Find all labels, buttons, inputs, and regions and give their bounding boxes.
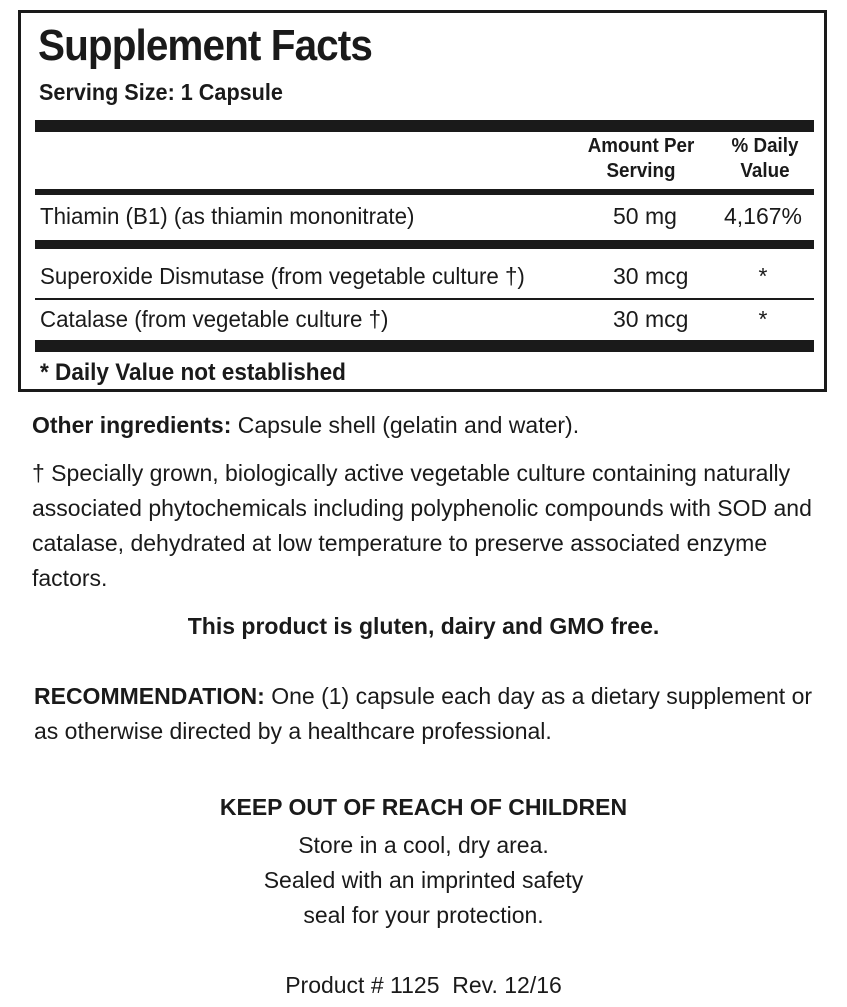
row-amount-thiamin: 50 mg [613,203,677,229]
recommendation-text: One (1) capsule each day as a dietary supplement or as otherwise directed by a healthcare professional. [34,683,813,744]
divider-thick [35,120,814,132]
row-dv-thiamin: 4,167% [723,203,802,229]
other-ingredients-text: Capsule shell (gelatin and water). [231,412,580,438]
warning-heading: KEEP OUT OF REACH OF CHILDREN [219,794,628,820]
column-header-amount-line2: Serving [606,160,676,182]
storage-line-1: Store in a cool, dry area. [298,832,549,858]
row-amount-sod: 30 mcg [613,263,689,289]
divider-bottom [35,340,814,352]
free-from-statement: This product is gluten, dairy and GMO free. [187,613,660,639]
storage-line-2: Sealed with an imprinted safety [263,867,584,893]
divider-thin [35,298,814,300]
column-header-dv-line2: Value [740,160,790,182]
other-ingredients [32,408,822,443]
storage-line-3: seal for your protection. [303,902,544,928]
recommendation-label: RECOMMENDATION: [34,683,265,709]
row-amount-catalase: 30 mcg [613,306,689,332]
divider-header [35,189,814,195]
column-header-dv-line1: % Daily [731,135,799,157]
serving-size: Serving Size: 1 Capsule [39,79,283,105]
column-header-amount [574,134,707,184]
row-name-thiamin: Thiamin (B1) (as thiamin mononitrate) [40,203,415,229]
row-dv-sod: * [758,263,768,289]
recommendation [34,679,824,749]
row-name-sod: Superoxide Dismutase (from vegetable culture †) [40,263,525,289]
facts-title: Supplement Facts [38,21,372,70]
product-info: Product # 1125 Rev. 12/16 [285,972,562,998]
divider-mid [35,240,814,249]
column-header-dv [713,134,816,184]
daily-value-footnote: * Daily Value not established [40,359,346,386]
row-name-catalase: Catalase (from vegetable culture †) [40,306,389,332]
dagger-note: † Specially grown, biologically active vegetable culture containing naturally associated phytochemicals including polyphenolic compounds with SOD and catalase, dehydrated at low temperature to preserve associated enzyme factors. [32,460,812,591]
other-ingredients-label: Other ingredients: [32,412,232,438]
supplement-facts-panel [18,10,827,392]
column-header-amount-line1: Amount Per [587,135,695,157]
row-dv-catalase: * [758,306,768,332]
